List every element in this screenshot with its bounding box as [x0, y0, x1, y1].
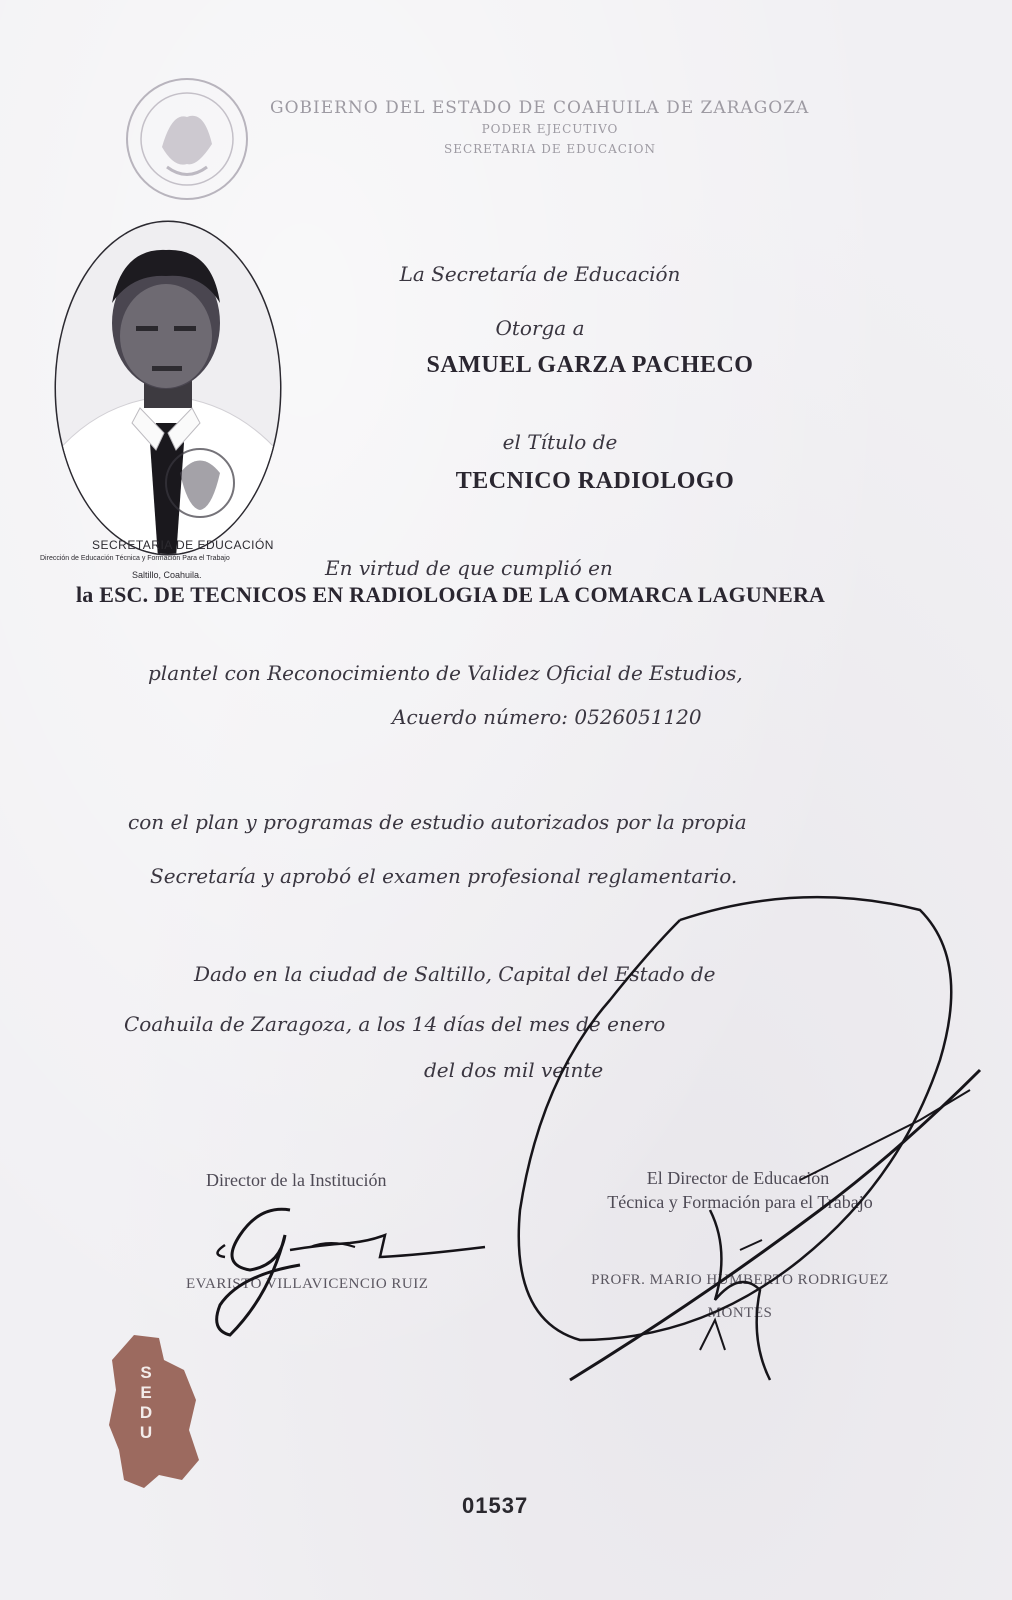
reason-line: En virtud de que cumplió en: [325, 556, 613, 580]
grants-line: Otorga a: [495, 316, 585, 340]
date-line-2: Coahuila de Zaragoza, a los 14 días del mes de enero: [124, 1012, 666, 1036]
recipient-name: SAMUEL GARZA PACHECO: [426, 352, 754, 378]
title-intro-line: el Título de: [502, 430, 618, 454]
photo-stamp-line-2: Dirección de Educación Técnica y Formación Para el Trabajo: [40, 555, 230, 562]
right-signature: [500, 880, 1000, 1400]
government-subheading-1: PODER EJECUTIVO: [481, 122, 619, 136]
right-signatory-role-1: El Director de Educación: [646, 1168, 830, 1188]
portrait-photo: [52, 218, 284, 558]
issuer-line: La Secretaría de Educación: [399, 262, 681, 286]
right-signatory-role-2: Técnica y Formación para el Trabajo: [607, 1192, 873, 1212]
coat-of-arms-seal: [122, 72, 252, 207]
school-name: la ESC. DE TECNICOS EN RADIOLOGIA DE LA COMARCA LAGUNERA: [76, 582, 826, 607]
left-signatory-name: EVARISTO VILLAVICENCIO RUIZ: [186, 1276, 429, 1292]
right-signatory-name-2: MONTES: [707, 1305, 773, 1321]
agreement-line: Acuerdo número: 0526051120: [392, 705, 702, 729]
government-subheading-2: SECRETARIA DE EDUCACION: [443, 142, 657, 156]
photo-stamp-line-1: SECRETARIA DE EDUCACIÓN: [92, 538, 274, 552]
folio-number: 01537: [462, 1493, 529, 1518]
plan-line-2: Secretaría y aprobó el examen profesional reglamentario.: [150, 864, 738, 888]
validity-line: plantel con Reconocimiento de Validez Oficial de Estudios,: [148, 661, 743, 685]
date-line-1: Dado en la ciudad de Saltillo, Capital del Estado de: [194, 962, 716, 986]
date-line-3: del dos mil veinte: [424, 1058, 604, 1082]
sedu-logo-text: SEDU: [139, 1363, 153, 1442]
degree-title: TECNICO RADIOLOGO: [455, 468, 735, 494]
photo-stamp-line-3: Saltillo, Coahuila.: [132, 570, 202, 580]
plan-line-1: con el plan y programas de estudio autorizados por la propia: [128, 810, 747, 834]
government-heading: GOBIERNO DEL ESTADO DE COAHUILA DE ZARAGOZA: [270, 98, 810, 118]
left-signature: [180, 1195, 500, 1345]
right-signatory-name-1: PROFR. MARIO HUMBERTO RODRIGUEZ: [591, 1272, 889, 1288]
left-signatory-role: Director de la Institución: [206, 1170, 387, 1190]
